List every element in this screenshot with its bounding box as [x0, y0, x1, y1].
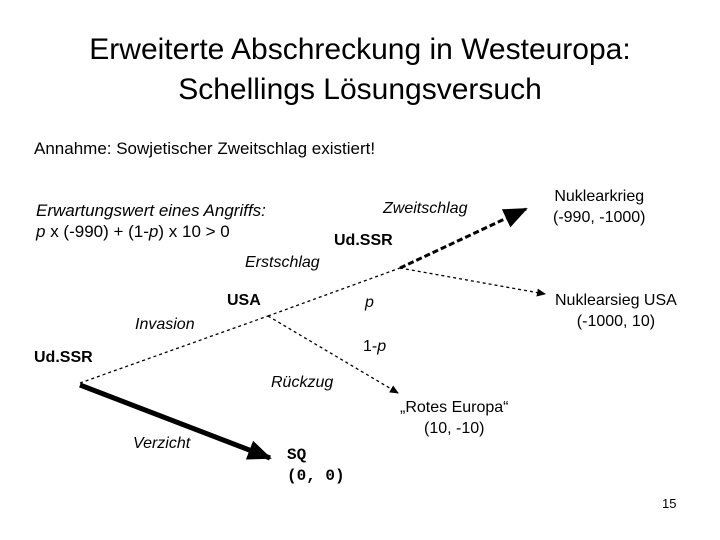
formula-part-d: ) x 10 > 0 [158, 222, 230, 241]
node-usa: USA [227, 292, 261, 309]
page-number: 15 [662, 496, 677, 511]
expected-value-line-2 [36, 221, 266, 242]
action-zweitschlag: Zweitschlag [383, 200, 468, 217]
assumption-text: Annahme: Sowjetischer Zweitschlag existiert! [34, 139, 376, 158]
prob-1-minus-p [363, 338, 386, 356]
action-invasion: Invasion [135, 316, 195, 333]
title-line-1: Erweiterte Abschreckung in Westeuropa: [89, 33, 631, 66]
prob-p: p [365, 294, 374, 311]
expected-value-formula [36, 200, 266, 242]
prob-1-minus: 1- [363, 338, 378, 355]
outcome-nuklearsieg-name: Nuklearsieg USA [555, 292, 677, 309]
edge-erstschlag [268, 268, 400, 316]
title-line-2: Schellings Lösungsversuch [178, 73, 542, 106]
outcome-nuklearkrieg-payoff: (-990, -1000) [553, 209, 646, 226]
formula-part-b: x (-990) + (1- [45, 222, 149, 241]
prob-1-minus-p-var: p [377, 338, 387, 355]
action-verzicht: Verzicht [133, 435, 191, 452]
outcome-nuklearkrieg [553, 186, 646, 228]
outcome-nuklearsieg [555, 290, 677, 332]
outcome-sq-payoff: (0, 0) [287, 467, 345, 485]
outcome-rotes-europa [400, 397, 509, 439]
slide-title [0, 30, 720, 110]
outcome-sq-name: SQ [287, 446, 307, 464]
formula-p: p [36, 222, 46, 241]
outcome-nuklearsieg-payoff: (-1000, 10) [576, 313, 656, 330]
node-udssr-root: Ud.SSR [34, 349, 93, 366]
expected-value-line-1: Erwartungswert eines Angriffs: [36, 201, 266, 220]
outcome-rotes-europa-name: „Rotes Europa“ [400, 399, 509, 416]
node-udssr-second: Ud.SSR [334, 232, 393, 249]
outcome-rotes-europa-payoff: (10, -10) [424, 420, 485, 437]
outcome-nuklearkrieg-name: Nuklearkrieg [554, 188, 645, 205]
formula-p-2: p [148, 222, 159, 241]
outcome-sq [287, 445, 345, 487]
edge-kein-zweitschlag [400, 268, 545, 294]
action-rueckzug: Rückzug [271, 374, 334, 391]
action-erstschlag: Erstschlag [245, 254, 320, 271]
